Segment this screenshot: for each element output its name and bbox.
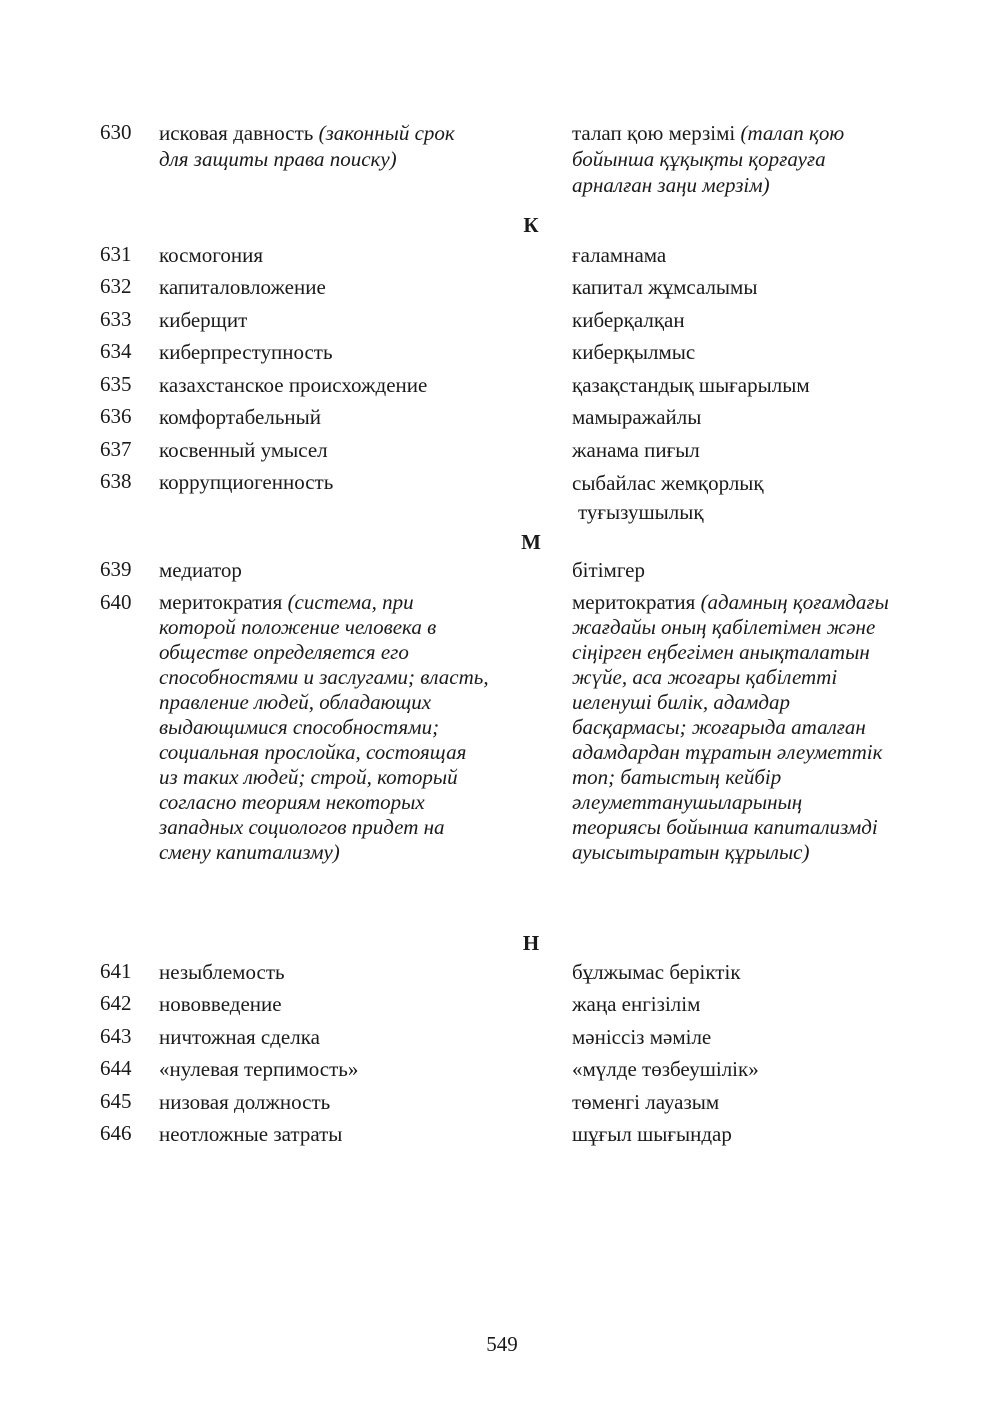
kazakh-term: шұғыл шығындар [572,1122,732,1146]
term-note: (законный срок для защиты права поиску) [159,121,455,171]
term-note: (система, при которой положение человека в обществе определяется его способностями и заслугами; власть, правление людей, обладающих выдающимися способностями; социальная прослойка, состоящая из таких людей; строй, который согласно теориям некоторых западных социологов придет на смену капитализму) [159,590,489,864]
section-letter-n: Н [522,931,540,955]
russian-term: медиатор [159,558,242,582]
kazakh-term: бұлжымас беріктік [572,960,741,984]
kazakh-term [572,469,902,527]
term-text: талап қою мерзімі [572,121,736,145]
entry-number: 633 [100,307,132,331]
kazakh-term: мәніссіз мәміле [572,1025,712,1049]
kazakh-term: капитал жұмсалымы [572,275,758,299]
kazakh-term: бітімгер [572,558,645,582]
entry-number: 641 [100,959,132,983]
russian-term: капиталовложение [159,275,326,299]
entry-number: 638 [100,469,132,493]
entry-number: 632 [100,274,132,298]
entry-number: 631 [100,242,132,266]
russian-term: комфортабельный [159,405,321,429]
russian-term: нововведение [159,992,282,1016]
entry-number: 640 [100,590,132,614]
entry-number: 642 [100,991,132,1015]
page-number: 549 [486,1332,518,1356]
russian-term: киберщит [159,308,248,332]
russian-term: «нулевая терпимость» [159,1057,359,1081]
kazakh-term: «мүлде төзбеушілік» [572,1057,759,1081]
russian-term: незыблемость [159,960,285,984]
russian-term: неотложные затраты [159,1122,343,1146]
section-letter-k: К [523,213,539,237]
entry-number: 639 [100,557,132,581]
kazakh-term: қазақстандық шығарылым [572,373,810,397]
term-note: (талап қою бойынша құқықты қорғауға арналған заңи мерзім) [572,121,845,197]
kazakh-term [572,120,872,198]
kazakh-term: төменгі лауазым [572,1090,720,1114]
russian-term: ничтожная сделка [159,1025,320,1049]
russian-term [159,120,489,172]
entry-number: 645 [100,1089,132,1113]
russian-term: косвенный умысел [159,438,328,462]
kazakh-term: жаңа енгізілім [572,992,701,1016]
russian-term: казахстанское происхождение [159,373,428,397]
kazakh-term: киберқылмыс [572,340,696,364]
entry-number: 646 [100,1121,132,1145]
russian-term [159,590,489,865]
entry-number: 637 [100,437,132,461]
term-note: (адамның қоғамдағы жағдайы оның қабілетімен және сіңірген еңбегімен анықталатын жүйе, аса жоғары қабілетті иеленуші билік, адамдар басқармасы; жоғарыда аталған адамдардан тұратын әлеуметтік топ; батыстың кейбір әлеуметтанушыларының теориясы бойынша капитализмді ауысытыратын құрылыс) [572,590,889,864]
entry-number: 630 [100,120,132,144]
russian-term: низовая должность [159,1090,331,1114]
entry-number: 644 [100,1056,132,1080]
russian-term: космогония [159,243,263,267]
entry-number: 643 [100,1024,132,1048]
term-text: исковая давность [159,121,314,145]
entry-number: 634 [100,339,132,363]
term-text: меритократия [159,590,283,614]
kazakh-term [572,590,894,865]
kazakh-term: ғаламнама [572,243,667,267]
kazakh-term: жанама пиғыл [572,438,700,462]
term-text: меритократия [572,590,696,614]
russian-term: коррупциогенность [159,470,334,494]
russian-term: киберпреступность [159,340,333,364]
entry-number: 636 [100,404,132,428]
section-letter-m: М [521,530,541,554]
term-line: сыбайлас жемқорлық [572,471,764,495]
entry-number: 635 [100,372,132,396]
kazakh-term: мамыражайлы [572,405,702,429]
kazakh-term: киберқалқан [572,308,685,332]
term-line: туғызушылық [578,500,704,524]
